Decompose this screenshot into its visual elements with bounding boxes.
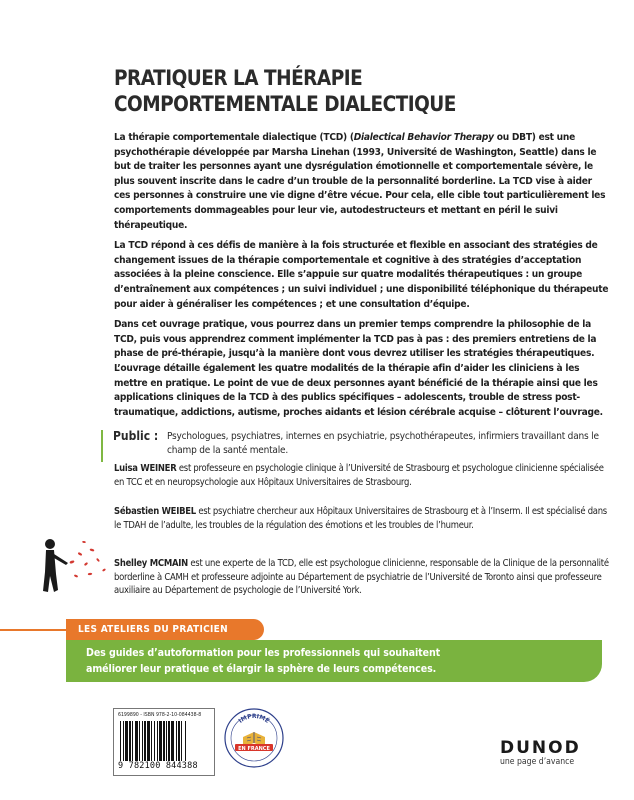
banner-line [0,629,66,631]
paragraph-1: La thérapie comportementale dialectique (TCD) (Dialectical Behavior Therapy ou DBT) est une psychothérapie développée par Marsha Linehan (1993, Université de Washington, Seattle) dans le but de traiter les personnes ayant une dysrégulation émotionnelle et comportementale sévère, le plus souvent inscrite dans le cadre d’un trouble de la personnalité borderline. La TCD vise à aider ces personnes à construire une vie digne d’être vécue. Pour cela, elle cible tout particulièrement les comportements dommageables pour leur vie, autodestructeurs et mettant en péril le suivi thérapeutique. [114,132,606,231]
collection-banner: LES ATELIERS DU PRATICIEN [66,619,264,640]
author-bio-3 [114,557,614,598]
description [114,131,610,426]
isbn-text: 6199890 - ISBN 978-2-10-084438-8 [118,712,202,718]
author-bio-2 [114,505,614,532]
audience-accent-bar [101,430,103,462]
barcode-bars-icon [120,721,208,761]
seal-bottom-text: EN FRANCE [238,745,270,752]
author-bio-text: est une experte de la TCD, elle est psychologue clinicienne, responsable de la Clinique de la personnalité borderline à CAMH et professeure adjointe au Département de psychiatrie de l’Université de Toronto ainsi que professeure auxiliaire au Département de psychologie de l’Université York. [114,558,609,597]
barcode [113,708,215,776]
publisher-tagline: une page d’avance [500,757,575,767]
author-name: Luisa WEINER [114,463,177,474]
paragraph-2: La TCD répond à ces défis de manière à la fois structurée et flexible en associant des stratégies de changement issues de la thérapie comportementale et cognitive à des stratégies d’acceptation associées à la pleine conscience. Elle s’appuie sur quatre modalités thérapeutiques : un groupe d’entraînement aux compétences ; un suivi individuel ; une disponibilité téléphonique du thérapeute pour aider à généraliser les compétences ; et une consultation d’équipe. [114,240,609,310]
barcode-digits: 9 782100 844388 [118,761,198,771]
tagline-line-2: améliorer leur pratique et élargir la sphère de leurs compétences. [86,663,437,675]
author-name: Shelley MCMAIN [114,558,188,569]
book-title [114,66,492,118]
tagline-line-1: Des guides d’autoformation pour les professionnels qui souhaitent [86,647,441,659]
silhouette-figure-icon [28,530,118,620]
audience-text: Psychologues, psychiatres, internes en psychiatrie, psychothérapeutes, infirmiers travaillant dans le champ de la santé mentale. [167,431,599,456]
author-bio-text: est professeure en psychologie clinique à l’Université de Strasbourg et psychologue clinicienne spécialisée en TCC et en neuropsychologie aux Hôpitaux Universitaires de Strasbourg. [114,463,604,488]
author-bio-text: est psychiatre chercheur aux Hôpitaux Universitaires de Strasbourg et à l’Inserm. Il est spécialisé dans le TDAH de l’adulte, les troubles de la régulation des émotions et les troubles de l’humeur. [114,506,607,531]
paragraph-3: Dans cet ouvrage pratique, vous pourrez dans un premier temps comprendre la philosophie de la TCD, puis vous apprendrez comment implémenter la TCD pas à pas : des premiers entretiens de la phase de pré-thérapie, jusqu’à la manière dont vous devrez utiliser les stratégies thérapeutiques. L’ouvrage détaille également les quatre modalités de la thérapie afin d’aider les cliniciens à les mettre en pratique. Le point de vue de deux personnes ayant bénéficié de la thérapie ainsi que les applications cliniques de la TCD à des publics spécifiques – adolescents, trouble de stress post-traumatique, addictions, autisme, proches aidants et lésion cérébrale acquise – clôturent l’ouvrage. [114,319,603,418]
publisher-name: DUNOD [500,738,581,758]
collection-tagline [66,640,602,682]
seal-top-text: IMPRIMÉ [237,712,271,725]
title-line-2: COMPORTEMENTALE DIALECTIQUE [114,92,456,117]
audience-label: Public : [113,429,159,443]
publisher-logo [500,738,590,767]
imprime-en-france-seal-icon [223,707,285,769]
author-bio-1 [114,462,614,489]
author-name: Sébastien WEIBEL [114,506,196,517]
italic-term: Dialectical Behavior Therapy [353,132,494,143]
title-line-1: PRATIQUER LA THÉRAPIE [114,66,363,91]
audience-block [101,430,611,464]
